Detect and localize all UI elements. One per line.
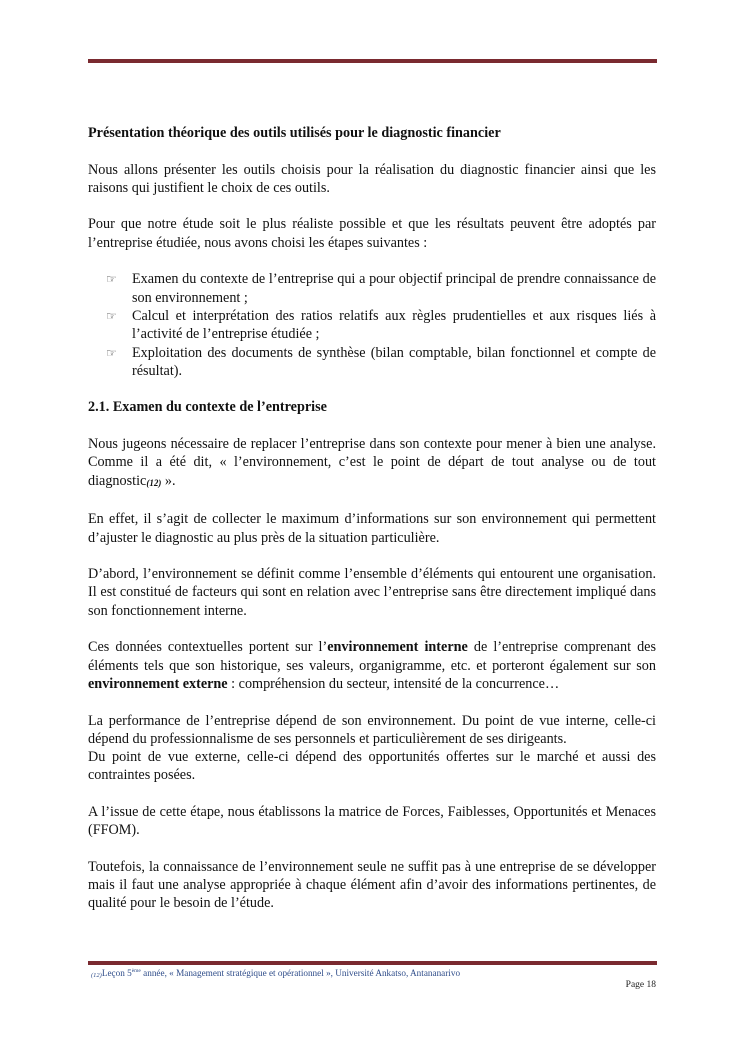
intro-paragraph-1: Nous allons présenter les outils choisis pour la réalisation du diagnostic financier ainsi que les raisons qui justifient le choix de ces outils. bbox=[88, 161, 656, 196]
pointing-hand-icon: ☞ bbox=[106, 345, 117, 360]
footnote-text: année, « Management stratégique et opérationnel », Université Ankatso, Antananarivo bbox=[140, 968, 461, 978]
intro-paragraph-2: Pour que notre étude soit le plus réaliste possible et que les résultats peuvent être adoptés par l’entreprise étudiée, nous avons choisi les étapes suivantes : bbox=[88, 216, 656, 251]
paragraph-text: : compréhension du secteur, intensité de la concurrence… bbox=[227, 675, 560, 692]
footer-rule bbox=[88, 961, 657, 965]
section-paragraph-7: Toutefois, la connaissance de l’environnement seule ne suffit pas à une entreprise de se développer mais il faut une analyse appropriée à chaque élément afin d’avoir des informations pertinentes, de qualité pour le besoin de l’étude. bbox=[88, 858, 656, 912]
paragraph-text: Ces données contextuelles portent sur l’ bbox=[88, 639, 328, 656]
header-rule bbox=[88, 59, 657, 63]
step-text: Exploitation des documents de synthèse (bilan comptable, bilan fonctionnel et compte de résultat). bbox=[132, 344, 656, 379]
list-item bbox=[106, 344, 656, 381]
section-paragraph-2: En effet, il s’agit de collecter le maximum d’informations sur son environnement qui permettent d’ajuster le diagnostic au plus près de la situation particulière. bbox=[88, 511, 656, 546]
page-body bbox=[88, 124, 656, 931]
steps-list bbox=[88, 270, 656, 380]
bold-term-internal: environnement interne bbox=[327, 639, 468, 656]
step-text: Calcul et interprétation des ratios relatifs aux règles prudentielles et aux risques liés à l’activité de l’entreprise étudiée ; bbox=[132, 307, 656, 343]
pointing-hand-icon: ☞ bbox=[106, 308, 117, 323]
section-paragraph-5 bbox=[88, 712, 656, 785]
page-number: Page 18 bbox=[625, 980, 656, 990]
section-paragraph-4 bbox=[88, 638, 656, 693]
bold-term-external: environnement externe bbox=[88, 675, 228, 692]
section-paragraph-3: D’abord, l’environnement se définit comme l’ensemble d’éléments qui entourent une organisation. Il est constitué de facteurs qui sont en relation avec l’entreprise sans être directement impliqué dans son fonctionnement interne. bbox=[88, 566, 656, 619]
page-title: Présentation théorique des outils utilisés pour le diagnostic financier bbox=[88, 125, 501, 141]
paragraph-text: de l’entreprise comprenant des éléments tels que son historique, ses valeurs, organigramme, etc. et porteront également sur son bbox=[88, 639, 656, 674]
footnote-number: (12) bbox=[91, 972, 102, 979]
footnote-text: Leçon 5 bbox=[101, 968, 132, 978]
paragraph-text: ». bbox=[161, 472, 176, 489]
footnote bbox=[91, 968, 460, 979]
footnote-superscript: ème bbox=[131, 968, 141, 974]
list-item bbox=[106, 307, 656, 344]
list-item bbox=[106, 270, 656, 307]
paragraph-text: Du point de vue externe, celle-ci dépend des opportunités offertes sur le marché et aussi des contraintes posées. bbox=[88, 749, 656, 784]
paragraph-text: Nous jugeons nécessaire de replacer l’entreprise dans son contexte pour mener à bien une analyse. Comme il a été dit, « l’environnement, c’est le point de départ de tout analyse ou de tout diagnostic bbox=[88, 436, 656, 489]
step-text: Examen du contexte de l’entreprise qui a pour objectif principal de prendre connaissance de son environnement ; bbox=[132, 271, 656, 306]
section-paragraph-1 bbox=[88, 435, 656, 492]
footnote-reference: (12) bbox=[146, 477, 162, 488]
section-heading: 2.1. Examen du contexte de l’entreprise bbox=[88, 399, 327, 416]
paragraph-text: La performance de l’entreprise dépend de son environnement. Du point de vue interne, celle-ci dépend du professionnalisme de ses personnels et particulièrement de ses dirigeants. bbox=[88, 712, 656, 747]
pointing-hand-icon: ☞ bbox=[106, 272, 117, 287]
section-paragraph-6: A l’issue de cette étape, nous établissons la matrice de Forces, Faiblesses, Opportunités et Menaces (FFOM). bbox=[88, 803, 656, 839]
